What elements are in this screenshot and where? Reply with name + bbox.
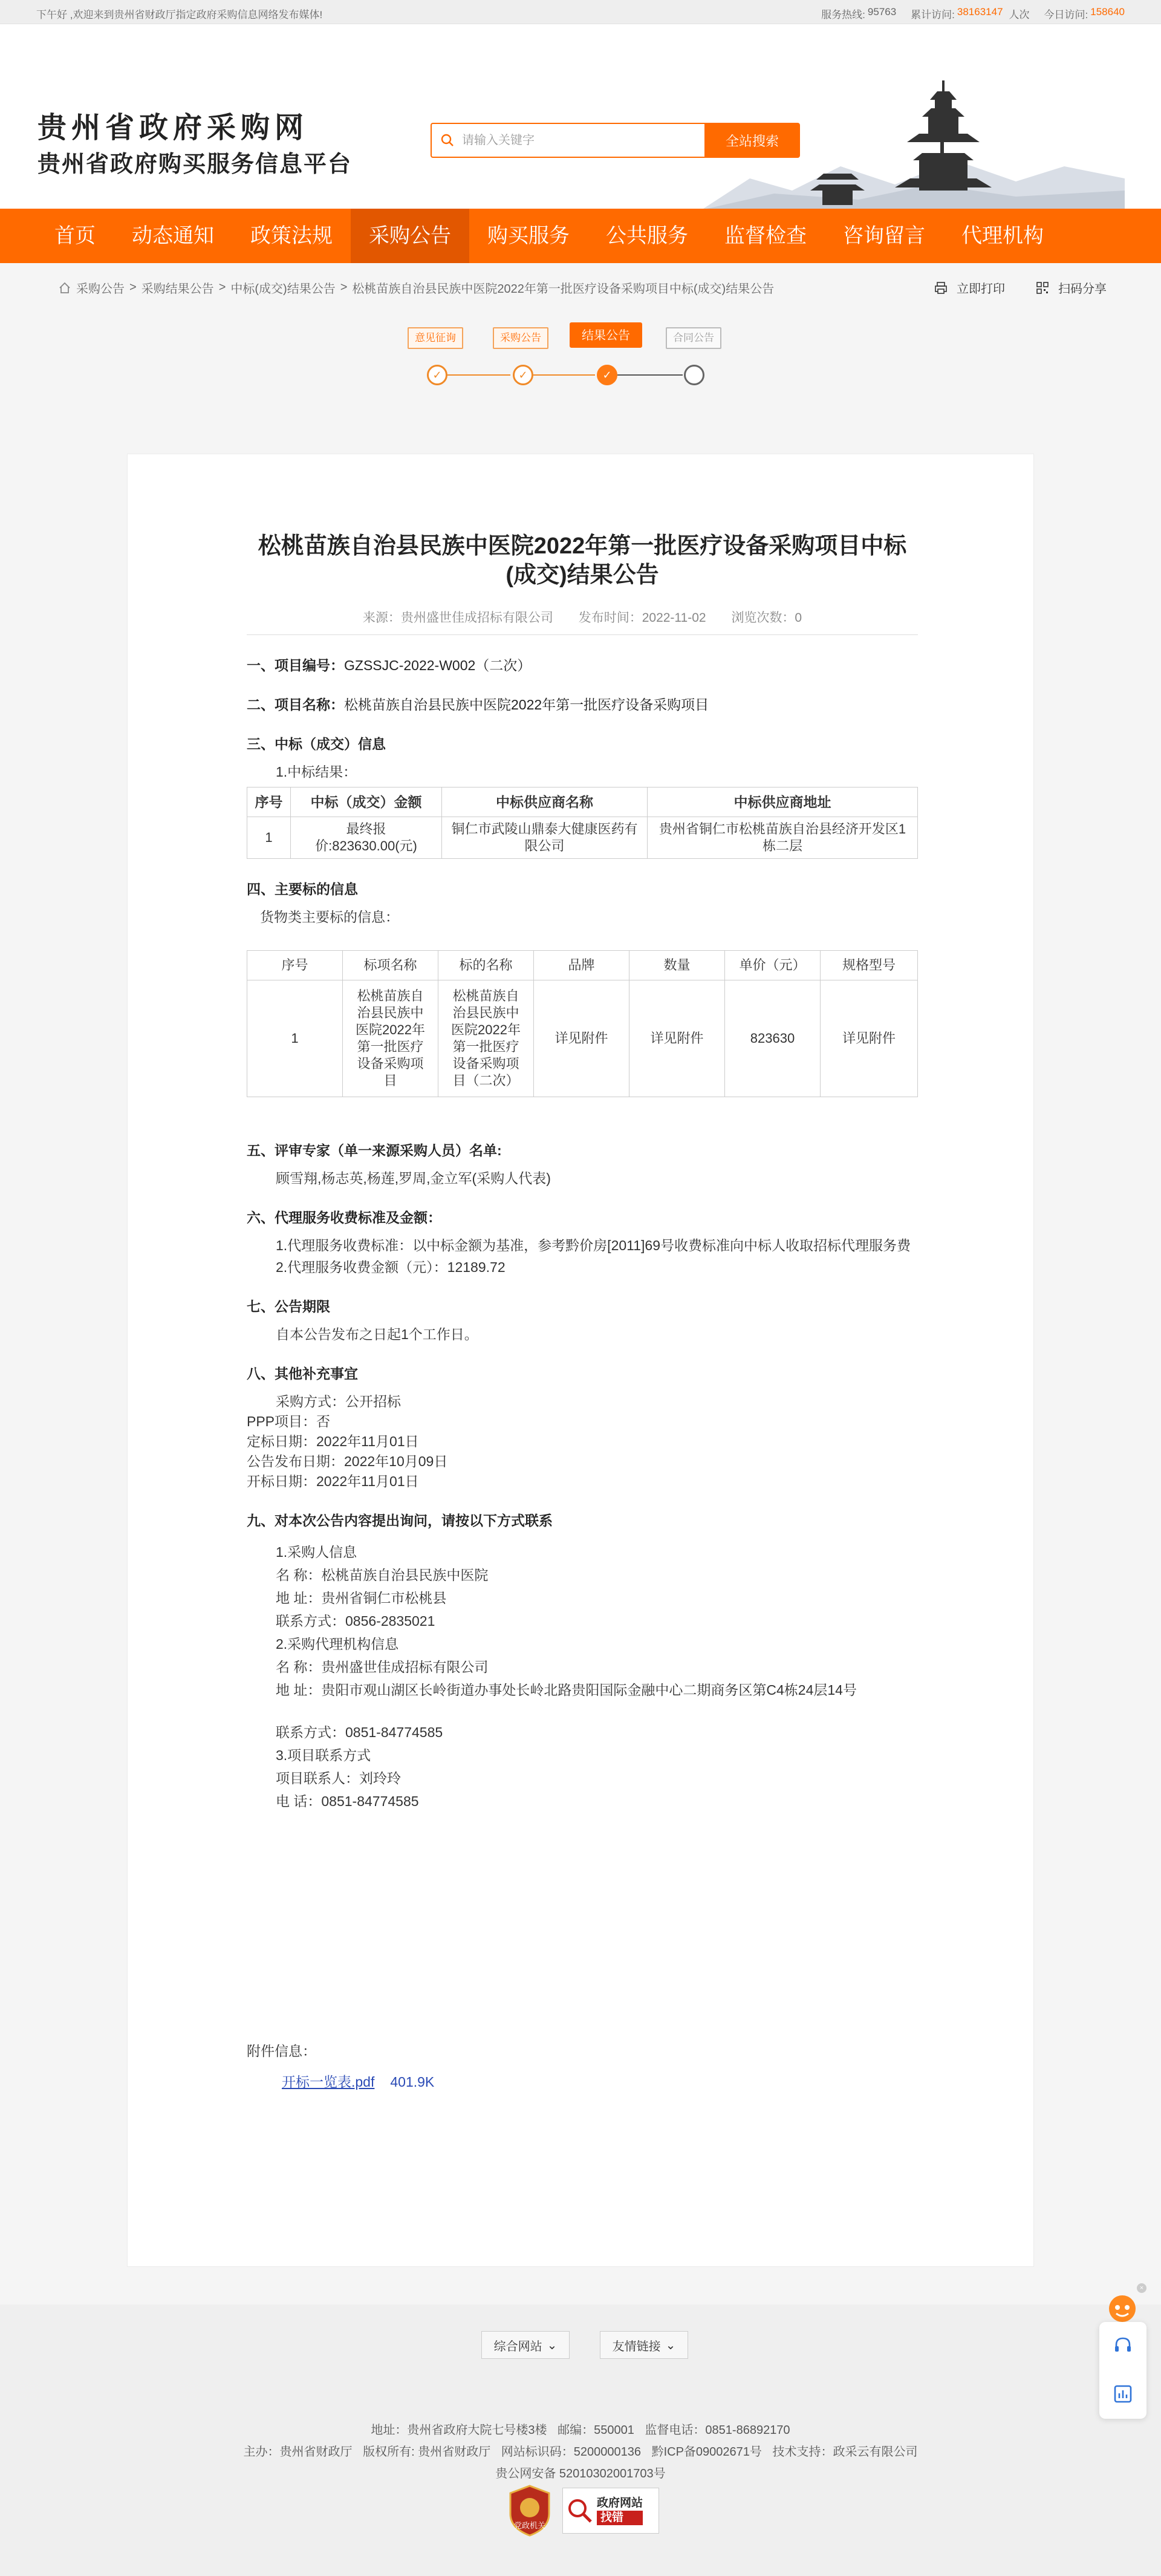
search-input[interactable] (462, 134, 692, 148)
article-views: 浏览次数：0 (731, 611, 802, 625)
contact-line: 地 址：贵阳市观山湖区长岭街道办事处长岭北路贵阳国际金融中心二期商务区第C4栋24层14号 (276, 1682, 857, 1698)
article (247, 454, 918, 2091)
nav-notices[interactable]: 动态通知 (132, 224, 214, 247)
breadcrumb-separator: > (218, 281, 226, 294)
table-header: 序号 (247, 787, 291, 817)
table-cell: 详见附件 (821, 980, 918, 1097)
breadcrumb-item[interactable]: 采购公告 (76, 282, 125, 296)
step-check-icon: ✓ (427, 365, 447, 385)
footer-line-3[interactable]: 贵公网安备 52010302001703号 (495, 2467, 666, 2480)
section-supplementary: 八、其他补充事宜 (247, 1366, 358, 1381)
table-cell: 松桃苗族自治县民族中医院2022年第一批医疗设备采购项目（二次） (438, 980, 534, 1097)
table-cell: 铜仁市武陵山鼎泰大健康医药有限公司 (442, 817, 648, 859)
article-panel (127, 454, 1034, 2267)
share-label: 扫码分享 (1058, 282, 1107, 296)
hotline-label: 服务热线: (821, 9, 865, 21)
today-value: 158640 (1090, 6, 1125, 18)
magnifier-icon (567, 2497, 593, 2524)
service-buttons (1099, 2322, 1146, 2419)
visits-value: 38163147 (957, 6, 1003, 18)
supplementary-lines (247, 1392, 918, 1490)
table-cell: 823630 (725, 980, 821, 1097)
section-project-number (247, 654, 918, 674)
footer-phone: 监督电话：0851-86892170 (645, 2424, 790, 2437)
contact-line: 名 称：贵州盛世佳成招标有限公司 (276, 1659, 489, 1675)
table-header: 品牌 (534, 951, 629, 980)
main-items-label: 货物类主要标的信息： (260, 909, 399, 925)
search-button[interactable]: 全站搜索 (704, 123, 800, 158)
article-meta (247, 608, 918, 635)
contact-line: 项目联系人：刘玲玲 (276, 1770, 401, 1786)
close-icon[interactable]: × (1137, 2283, 1146, 2293)
table-header: 规格型号 (821, 951, 918, 980)
nav-supervision[interactable]: 监督检查 (724, 224, 807, 247)
welcome-text: 下午好 ,欢迎来到贵州省财政厅指定政府采购信息网络发布媒体! (36, 9, 323, 21)
section-label: 二、项目名称： (247, 697, 344, 712)
report-error-line-2: 找错 (597, 2511, 643, 2525)
report-error-line-1: 政府网站 (597, 2497, 643, 2509)
gov-agency-badge[interactable] (506, 2483, 554, 2538)
nav-purchase-services[interactable]: 购买服务 (487, 224, 570, 247)
contact-line: 联系方式：0851-84774585 (276, 1724, 443, 1740)
table-row (247, 980, 918, 1097)
section-experts: 五、评审专家（单一来源采购人员）名单: (247, 1143, 502, 1158)
home-icon[interactable] (58, 281, 71, 295)
step-label-procurement-notice[interactable]: 采购公告 (493, 327, 548, 349)
main-nav (0, 209, 1161, 263)
agency-fee-standard: 1.代理服务收费标准：以中标金额为基准，参考黔价房[2011]69号收费标准向中标人收取招标代理服务费 (276, 1237, 911, 1253)
breadcrumb-current: 松桃苗族自治县民族中医院2022年第一批医疗设备采购项目中标(成交)结果公告 (352, 282, 775, 296)
nav-policies[interactable]: 政策法规 (250, 224, 333, 247)
footer-icp[interactable]: 黔ICP备09002671号 (651, 2445, 762, 2459)
table-cell: 最终报价:823630.00(元) (291, 817, 442, 859)
process-steps (0, 309, 1161, 382)
footer-copyright: 版权所有: 贵州省财政厅 (363, 2445, 491, 2459)
contact-line: 地 址：贵州省铜仁市松桃县 (276, 1590, 447, 1606)
table-cell: 详见附件 (534, 980, 629, 1097)
footer-line-1 (0, 2419, 1161, 2441)
table-header: 数量 (629, 951, 725, 980)
step-connector (447, 374, 510, 376)
contact-line: 联系方式：0856-2835021 (276, 1613, 435, 1629)
agency-fee-amount: 2.代理服务收费金额（元）：12189.72 (276, 1259, 506, 1275)
printer-icon (934, 281, 948, 295)
site-title[interactable]: 贵州省政府采购网 (37, 112, 309, 144)
header (0, 24, 1161, 209)
breadcrumb-separator: > (340, 281, 348, 294)
table-header: 中标（成交）金额 (291, 787, 442, 817)
share-button[interactable] (1035, 279, 1107, 296)
print-button[interactable] (934, 279, 1005, 296)
table-header-row (247, 787, 918, 817)
section-notice-period: 七、公告期限 (247, 1299, 330, 1314)
table-header-row (247, 951, 918, 980)
table-header: 单价（元） (725, 951, 821, 980)
report-error-text (597, 2496, 643, 2525)
site-subtitle: 贵州省政府购买服务信息平台 (37, 152, 353, 177)
search-icon (440, 133, 455, 148)
footer-host: 主办：贵州省财政厅 (243, 2445, 353, 2459)
footer-line-2 (0, 2441, 1161, 2463)
footer-badges (506, 2483, 659, 2538)
step-check-icon: ✓ (597, 365, 617, 385)
nav-public-services[interactable]: 公共服务 (606, 224, 688, 247)
article-source: 来源：贵州盛世佳成招标有限公司 (362, 611, 553, 625)
contact-line: 电 话：0851-84774585 (276, 1793, 419, 1809)
site-links-dropdown[interactable] (481, 2331, 570, 2359)
section-agency-fee: 六、代理服务收费标准及金额： (247, 1210, 441, 1225)
footer (0, 2304, 1161, 2576)
attachments (247, 2040, 918, 2091)
supplementary-line: PPP项目：否 (247, 1414, 331, 1429)
step-connector (533, 374, 595, 376)
supplementary-line: 开标日期：2022年11月01日 (247, 1473, 419, 1489)
attachment-item (247, 2071, 918, 2091)
footer-links (481, 2331, 688, 2359)
contact-line: 3.项目联系方式 (276, 1747, 371, 1763)
table-cell: 1 (247, 980, 343, 1097)
project-number: GZSSJC-2022-W002（二次） (344, 657, 532, 673)
section-project-name (247, 694, 918, 714)
table-cell: 松桃苗族自治县民族中医院2022年第一批医疗设备采购项目 (343, 980, 438, 1097)
breadcrumb-path (58, 279, 774, 296)
dropdown-label: 友情链接 (612, 2340, 661, 2353)
table-header: 序号 (247, 951, 343, 980)
supplementary-line: 定标日期：2022年11月01日 (247, 1433, 419, 1449)
visits-label: 累计访问: (911, 9, 955, 21)
chevron-down-icon: ⌄ (665, 2338, 676, 2352)
top-bar (0, 0, 1161, 24)
search-field[interactable] (431, 123, 704, 158)
table-header: 中标供应商名称 (442, 787, 648, 817)
friend-links-dropdown[interactable] (600, 2331, 688, 2359)
supplementary-line: 公告发布日期：2022年10月09日 (247, 1453, 448, 1469)
visits-unit: 人次 (1009, 9, 1030, 21)
table-header: 标项名称 (343, 951, 438, 980)
contact-line: 2.采购代理机构信息 (276, 1636, 399, 1652)
footer-info (0, 2419, 1161, 2485)
table-cell: 详见附件 (629, 980, 725, 1097)
article-date: 发布时间：2022-11-02 (578, 611, 706, 625)
nav-consultation[interactable]: 咨询留言 (843, 224, 925, 247)
step-check-icon: ✓ (513, 365, 533, 385)
nav-agencies[interactable]: 代理机构 (961, 224, 1044, 247)
section-label: 一、项目编号： (247, 657, 344, 673)
contact-line: 名 称：松桃苗族自治县民族中医院 (276, 1567, 489, 1583)
headset-icon[interactable] (1113, 2335, 1133, 2356)
site-stats (821, 6, 1125, 21)
mascot-icon[interactable] (1105, 2292, 1139, 2323)
today-label: 今日访问: (1044, 9, 1088, 21)
pagoda-illustration (701, 76, 1125, 209)
table-row (247, 817, 918, 859)
footer-site-id: 网站标识码：5200000136 (501, 2445, 642, 2459)
attachment-size: 401.9K (390, 2074, 435, 2090)
step-pending-icon (684, 365, 704, 385)
project-name: 松桃苗族自治县民族中医院2022年第一批医疗设备采购项目 (344, 697, 709, 712)
table-header: 标的名称 (438, 951, 534, 980)
breadcrumb-item[interactable]: 中标(成交)结果公告 (230, 282, 336, 296)
chevron-down-icon: ⌄ (547, 2338, 558, 2352)
table-cell: 1 (247, 817, 291, 859)
nav-procurement[interactable]: 采购公告 (351, 209, 469, 263)
hotline-value: 95763 (867, 6, 897, 18)
table-cell: 贵州省铜仁市松桃苗族自治县经济开发区1栋二层 (648, 817, 918, 859)
award-table (247, 787, 918, 859)
section-contact: 九、对本次公告内容提出询问，请按以下方式联系 (247, 1513, 553, 1528)
footer-address: 地址：贵州省政府大院七号楼3楼 (371, 2424, 547, 2437)
step-label-result-notice[interactable]: 结果公告 (570, 322, 642, 348)
footer-postcode: 邮编：550001 (558, 2424, 634, 2437)
step-label-contract-notice[interactable]: 合同公告 (666, 327, 721, 349)
attachment-link[interactable]: 开标一览表.pdf (282, 2074, 375, 2090)
statistics-icon[interactable] (1113, 2384, 1133, 2404)
print-label: 立即打印 (957, 282, 1005, 296)
qrcode-icon (1035, 281, 1050, 295)
step-connector (617, 374, 683, 376)
article-title: 松桃苗族自治县民族中医院2022年第一批医疗设备采购项目中标(成交)结果公告 (258, 533, 907, 588)
contact-lines (247, 1543, 918, 1810)
nav-home[interactable]: 首页 (54, 224, 96, 247)
supplementary-line: 采购方式：公开招标 (276, 1394, 401, 1409)
step-label-consultation[interactable]: 意见征询 (408, 327, 463, 349)
section-main-items: 四、主要标的信息 (247, 881, 358, 897)
award-result-label: 1.中标结果： (276, 764, 357, 780)
contact-line: 1.采购人信息 (276, 1544, 357, 1560)
breadcrumb-separator: > (129, 281, 137, 294)
notice-period-text: 自本公告发布之日起1个工作日。 (276, 1326, 478, 1342)
footer-tech-support: 技术支持：政采云有限公司 (772, 2445, 918, 2459)
experts-list: 顾雪翔,杨志英,杨莲,罗周,金立军(采购人代表) (276, 1170, 551, 1186)
report-error-badge[interactable] (562, 2488, 659, 2534)
attachments-label: 附件信息： (247, 2043, 316, 2059)
breadcrumb (0, 263, 1161, 309)
breadcrumb-item[interactable]: 采购结果公告 (141, 282, 214, 296)
table-header: 中标供应商地址 (648, 787, 918, 817)
gov-agency-badge-label: 党政机关 (513, 2521, 545, 2530)
dropdown-label: 综合网站 (493, 2340, 542, 2353)
items-table (247, 950, 918, 1097)
section-award-info: 三、中标（成交）信息 (247, 736, 386, 752)
page-tools (934, 279, 1107, 296)
